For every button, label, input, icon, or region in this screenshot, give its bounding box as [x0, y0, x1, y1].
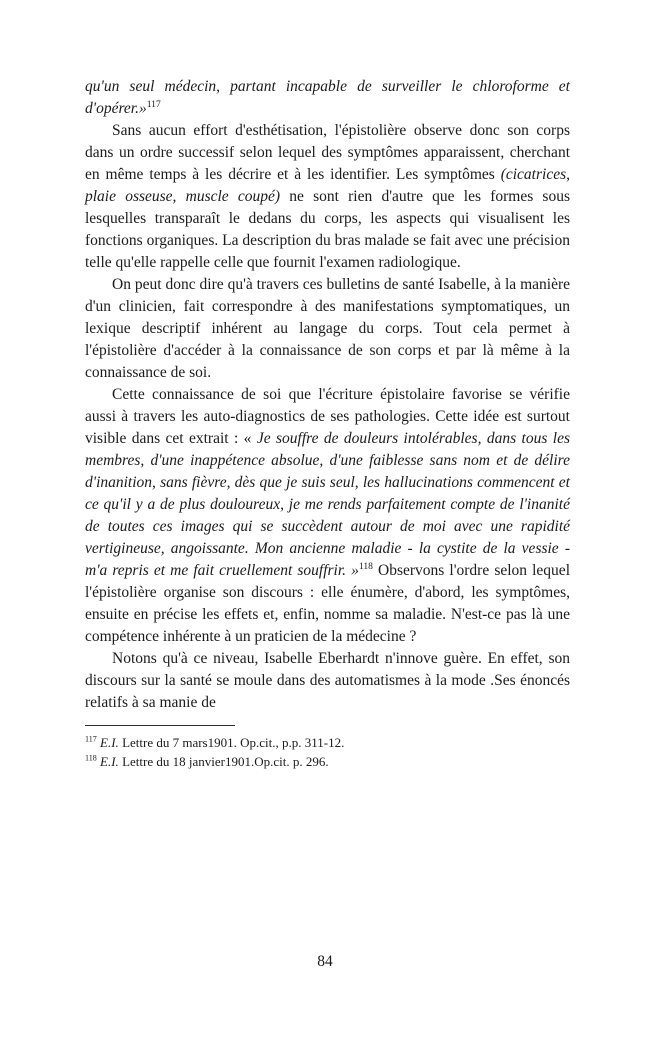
footnote-text [85, 752, 570, 771]
body-text: Notons qu'à ce niveau, Isabelle Eberhardt n'innove guère. En effet, son discours sur la santé se moule dans des automatismes à la mode .Ses énoncés relatifs à sa manie de [85, 650, 570, 711]
body-text: On peut donc dire qu'à travers ces bulletins de santé Isabelle, à la manière d'un clinicien, fait correspondre à des manifestations symptomatiques, un lexique descriptif inhérent au langage du corps. Tout cela permet à l'épistolière d'accéder à la connaissance de son corps et par là même à la connaissance de soi. [85, 276, 570, 381]
body-text: Lettre du 7 mars1901. Op.cit., p.p. 311-12. [118, 735, 345, 750]
paragraph [85, 76, 570, 120]
footnote-list [85, 733, 570, 771]
italic-text: E.I. [100, 735, 119, 750]
paragraph [85, 274, 570, 384]
footnote [85, 733, 570, 752]
paragraph [85, 384, 570, 648]
footnote-number: 118 [85, 753, 97, 763]
paragraph [85, 648, 570, 714]
page-body-text [85, 76, 570, 714]
footnote-text [85, 733, 570, 752]
footnote-marker: 118 [358, 560, 373, 572]
italic-text: (cicatrices, plaie osseuse, muscle coupé) [85, 166, 570, 205]
footnotes-section [85, 725, 570, 771]
body-text: Lettre du 18 janvier1901.Op.cit. p. 296. [118, 754, 329, 769]
body-text: Observons l'ordre selon lequel l'épistolière organise son discours : elle énumère, d'abord, les symptômes, ensuite en précise les effets et, enfin, nomme sa maladie. N'est-ce pas là une compétence inhérente à un praticien de la médecine ? [85, 562, 570, 645]
body-text: Cette connaissance de soi que l'écriture épistolaire favorise se vérifie aussi à travers les auto-diagnostics de ses pathologies. Cette idée est surtout visible dans cet extrait : « [85, 386, 570, 447]
body-text: ne sont rien d'autre que les formes sous lesquelles transparaît le dedans du corps, les aspects qui visualisent les fonctions organiques. La description du bras malade se fait avec une précision telle qu'elle rappelle celle que fournit l'examen radiologique. [85, 188, 570, 271]
body-text: Sans aucun effort d'esthétisation, l'épistolière observe donc son corps dans un ordre successif selon lequel des symptômes apparaissent, cherchant en même temps à les décrire et à les identifier. Les symptômes [85, 122, 570, 183]
italic-text: E.I. [100, 754, 119, 769]
italic-text: qu'un seul médecin, partant incapable de surveiller le chloroforme et d'opérer.» [85, 78, 570, 117]
page-number: 84 [317, 953, 333, 970]
italic-text: Je souffre de douleurs intolérables, dans tous les membres, d'une inappétence absolue, d'une faiblesse sans nom et de délire d'inanition, sans fièvre, dès que je suis seul, les hallucinations commencent et ce qu'il y a de plus douloureux, je me rends parfaitement compte de l'inanité de toutes ces images qui se succèdent autour de moi avec une rapidité vertigineuse, angoissante. Mon ancienne maladie - la cystite de la vessie - m'a repris et me fait cruellement souffrir. » [85, 430, 570, 579]
footnote-marker: 117 [146, 98, 161, 110]
footnote-number: 117 [85, 734, 97, 744]
paragraph [85, 120, 570, 274]
footnote [85, 752, 570, 771]
footnote-separator [85, 725, 235, 726]
